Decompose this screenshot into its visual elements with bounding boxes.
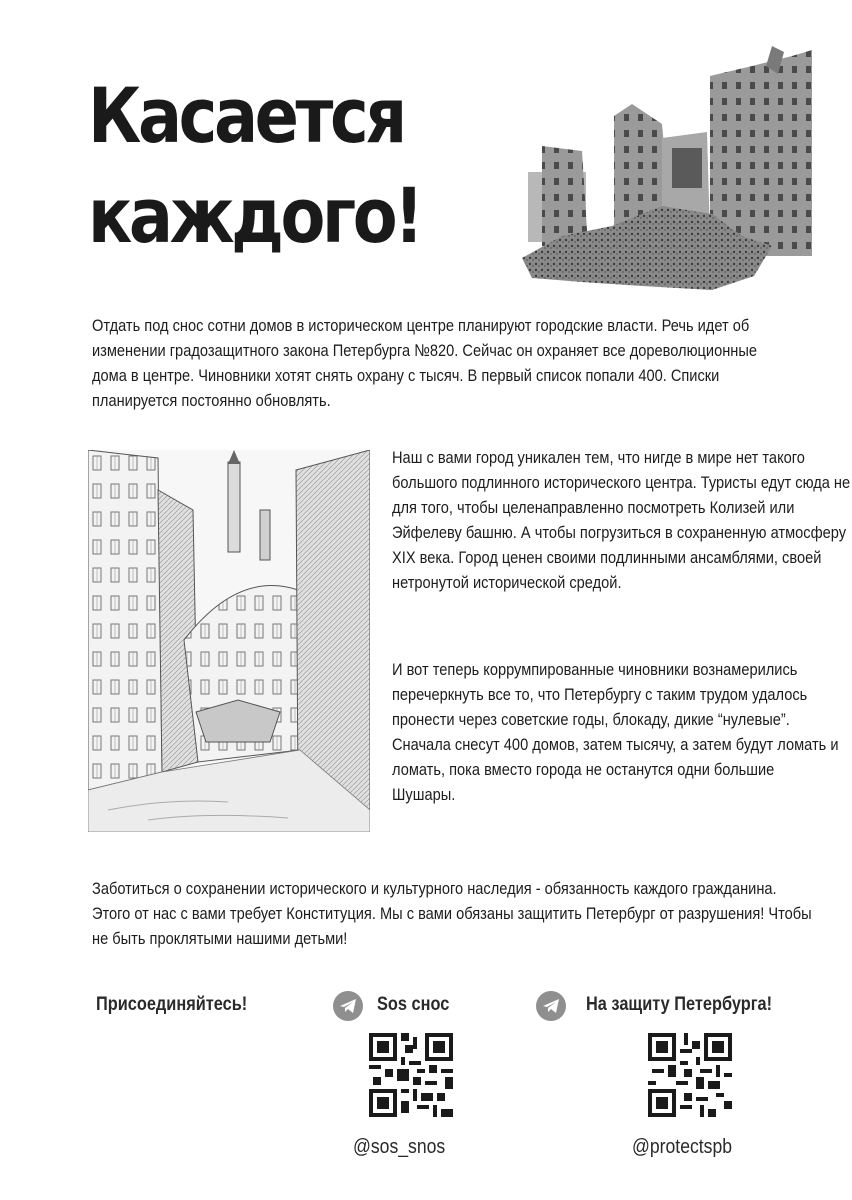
- courtyard-sketch-image: [88, 450, 370, 832]
- body-paragraph-2: И вот теперь коррумпированные чиновники вознамерились перечеркнуть все то, что Петербургу с таким трудом удалось пронести через советские годы, блокаду, дикие “нулевые”. Сначала снесут 400 домов, затем тысячу, а затем будут ломать и ломать, пока вместо города не останутся одни большие Шушары.: [392, 660, 839, 804]
- channel-2-name[interactable]: На защиту Петербурга!: [586, 994, 773, 1015]
- channel-1-name[interactable]: Sos снос: [377, 994, 450, 1015]
- channel-1-handle[interactable]: @sos_snos: [353, 1136, 446, 1158]
- join-label: Присоединяйтесь!: [96, 994, 248, 1015]
- qr-code-sos-snos[interactable]: [369, 1033, 453, 1117]
- telegram-icon: [536, 991, 566, 1021]
- telegram-icon: [333, 991, 363, 1021]
- ruined-buildings-image: [522, 46, 812, 296]
- title-line-2: каждого!: [88, 171, 421, 260]
- intro-paragraph: Отдать под снос сотни домов в историческом центре планируют городские власти. Речь идет об изменении градозащитного закона Петербурга №820. Сейчас он охраняет все дореволюционные дома в центре. Чиновники хотят снять охрану с тысяч. В первый список попали 400. Списки планируется постоянно обновлять.: [92, 316, 758, 410]
- body-paragraph-1: Наш с вами город уникален тем, что нигде в мире нет такого большого подлинного исторического центра. Туристы едут сюда не для того, чтобы целенаправленно посмотреть Колизей или Эйфелеву башню. А чтобы погрузиться в сохраненную атмосферу XIX века. Город ценен своими подлинными ансамблями, своей нетронутой исторической средой.: [392, 448, 851, 592]
- qr-code-protectspb[interactable]: [648, 1033, 732, 1117]
- page-title: [88, 66, 466, 266]
- closing-paragraph: Заботиться о сохранении исторического и культурного наследия - обязанность каждого гражданина. Этого от нас с вами требует Конституция. Мы с вами обязаны защитить Петербург от разрушения! Чтобы не быть проклятыми нашими детьми!: [92, 879, 812, 948]
- channel-2-handle[interactable]: @protectspb: [632, 1136, 733, 1158]
- title-line-1: Касается: [88, 71, 404, 160]
